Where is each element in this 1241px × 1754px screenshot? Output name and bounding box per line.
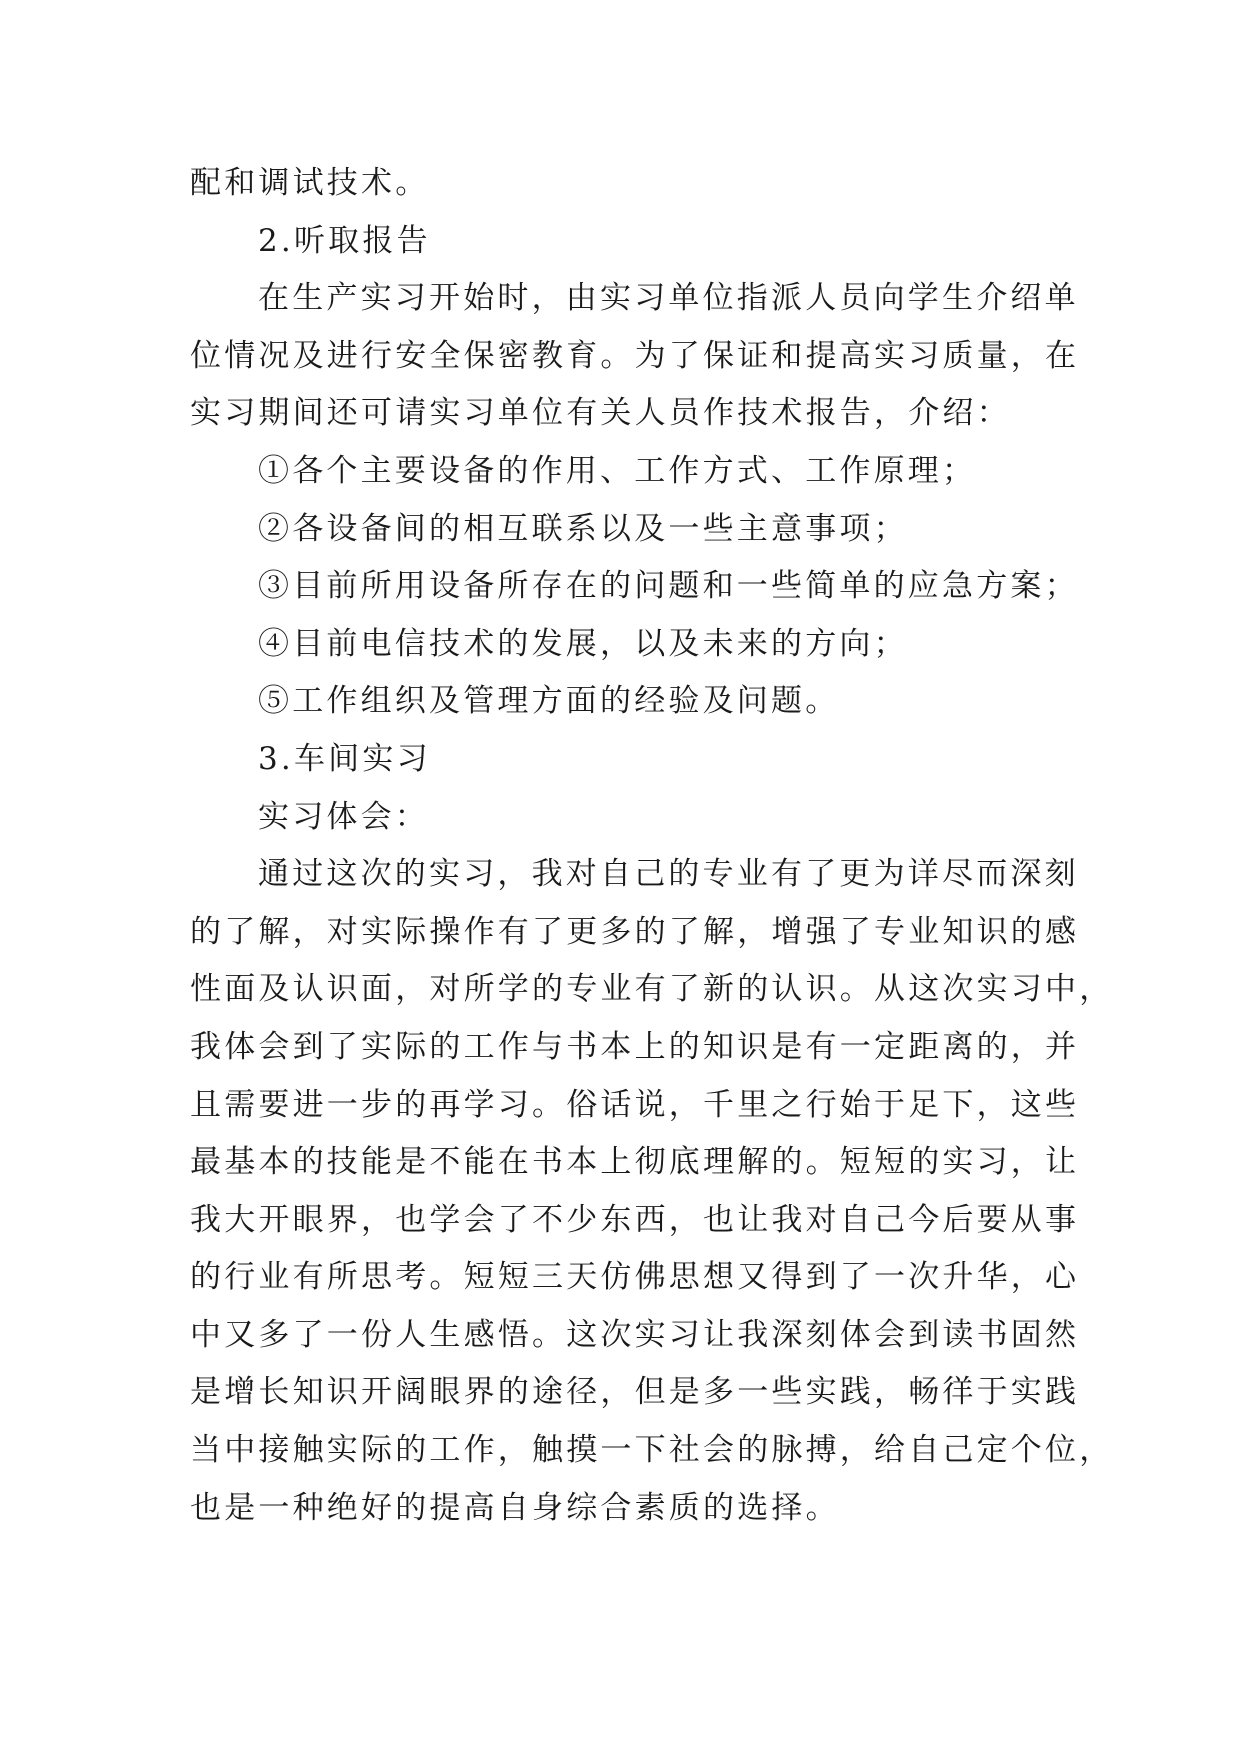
- list-item: ①各个主要设备的作用、工作方式、工作原理；: [258, 452, 977, 489]
- text-line: 我大开眼界，也学会了不少东西，也让我对自己今后要从事: [190, 1201, 1080, 1238]
- list-item: ③目前所用设备所存在的问题和一些简单的应急方案；: [258, 568, 1079, 605]
- list-item: ⑤工作组织及管理方面的经验及问题。: [258, 683, 840, 720]
- text-line: 最基本的技能是不能在书本上彻底理解的。短短的实习，让: [190, 1144, 1080, 1181]
- text-line: 配和调试技术。: [190, 165, 430, 201]
- text-line: 实习期间还可请实习单位有关人员作技术报告，介绍：: [190, 395, 1011, 432]
- text-line: 位情况及进行安全保密教育。为了保证和提高实习质量，在: [190, 337, 1080, 374]
- text-line: 是增长知识开阔眼界的途径，但是多一些实践，畅徉于实践: [190, 1374, 1080, 1411]
- text-line: 的行业有所思考。短短三天仿佛思想又得到了一次升华，心: [190, 1259, 1080, 1296]
- section-heading: 实习体会：: [258, 798, 429, 835]
- text-line: 性面及认识面，对所学的专业有了新的认识。从这次实习中，: [190, 971, 1114, 1008]
- section-heading: 2.听取报告: [258, 222, 431, 259]
- list-item: ②各设备间的相互联系以及一些主意事项；: [258, 510, 908, 547]
- text-line: 在生产实习开始时，由实习单位指派人员向学生介绍单: [258, 280, 1079, 317]
- text-line: 的了解，对实际操作有了更多的了解，增强了专业知识的感: [190, 913, 1080, 950]
- document-body: [190, 155, 1114, 1537]
- text-line: 当中接触实际的工作，触摸一下社会的脉搏，给自己定个位，: [190, 1432, 1114, 1469]
- text-line: 通过这次的实习，我对自己的专业有了更为详尽而深刻: [258, 856, 1079, 893]
- text-line: 也是一种绝好的提高自身综合素质的选择。: [190, 1489, 840, 1526]
- list-item: ④目前电信技术的发展，以及未来的方向；: [258, 625, 908, 662]
- text-line: 且需要进一步的再学习。俗话说，千里之行始于足下，这些: [190, 1086, 1080, 1123]
- section-heading: 3.车间实习: [258, 740, 431, 777]
- text-line: 中又多了一份人生感悟。这次实习让我深刻体会到读书固然: [190, 1316, 1080, 1353]
- text-line: 我体会到了实际的工作与书本上的知识是有一定距离的，并: [190, 1028, 1080, 1065]
